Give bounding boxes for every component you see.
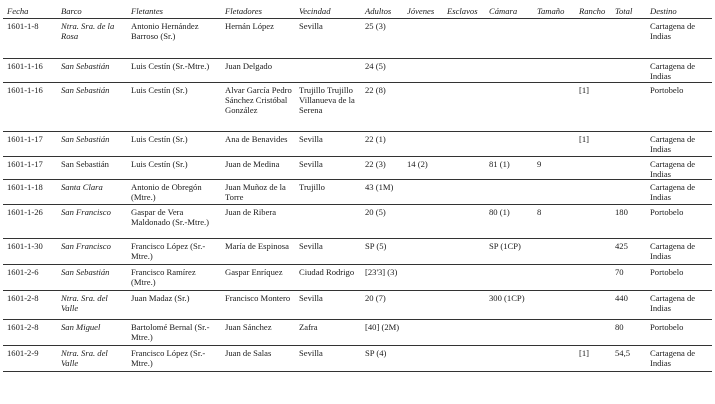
- cell-adultos: [40] (2M): [361, 320, 403, 346]
- cell-fecha: 1601-1-26: [3, 205, 57, 239]
- cell-tamano: [533, 59, 575, 83]
- cell-esclavos: [443, 265, 485, 291]
- cell-tamano: [533, 239, 575, 265]
- cell-jovenes: [403, 291, 443, 320]
- cell-jovenes: [403, 180, 443, 205]
- charter-table: [3, 3, 712, 372]
- cell-destino: Cartagena de Indias: [646, 157, 712, 180]
- cell-fletadores: María de Espinosa: [221, 239, 295, 265]
- cell-vecindad: Zafra: [295, 320, 361, 346]
- cell-fletantes: Francisco López (Sr.-Mtre.): [127, 346, 221, 372]
- cell-fletadores: Juan Delgado: [221, 59, 295, 83]
- cell-fletadores: Ana de Benavides: [221, 132, 295, 157]
- cell-camara: 300 (1CP): [485, 291, 533, 320]
- cell-rancho: [575, 291, 611, 320]
- cell-camara: [485, 265, 533, 291]
- cell-camara: [485, 59, 533, 83]
- cell-fletadores: Juan de Medina: [221, 157, 295, 180]
- table-row: [3, 180, 712, 205]
- cell-esclavos: [443, 239, 485, 265]
- cell-adultos: SP (4): [361, 346, 403, 372]
- cell-adultos: [23'3] (3): [361, 265, 403, 291]
- cell-total: [611, 59, 646, 83]
- cell-jovenes: [403, 59, 443, 83]
- cell-tamano: [533, 83, 575, 132]
- cell-fecha: 1601-1-30: [3, 239, 57, 265]
- cell-vecindad: Sevilla: [295, 19, 361, 59]
- cell-esclavos: [443, 346, 485, 372]
- cell-vecindad: Ciudad Rodrigo: [295, 265, 361, 291]
- cell-esclavos: [443, 83, 485, 132]
- cell-camara: [485, 346, 533, 372]
- cell-destino: Cartagena de Indias: [646, 180, 712, 205]
- table-row: [3, 205, 712, 239]
- cell-barco: Santa Clara: [57, 180, 127, 205]
- cell-rancho: [575, 19, 611, 59]
- cell-barco: San Sebastián: [57, 265, 127, 291]
- cell-fecha: 1601-1-16: [3, 59, 57, 83]
- cell-barco: Ntra. Sra. del Valle: [57, 346, 127, 372]
- cell-fletadores: Francisco Montero: [221, 291, 295, 320]
- cell-vecindad: Sevilla: [295, 291, 361, 320]
- col-header-fecha: Fecha: [3, 3, 57, 19]
- cell-vecindad: [295, 59, 361, 83]
- cell-vecindad: [295, 205, 361, 239]
- cell-destino: Portobelo: [646, 205, 712, 239]
- cell-adultos: 25 (3): [361, 19, 403, 59]
- cell-camara: [485, 83, 533, 132]
- cell-barco: San Miguel: [57, 320, 127, 346]
- col-header-fletadores: Fletadores: [221, 3, 295, 19]
- table-row: [3, 346, 712, 372]
- cell-camara: [485, 132, 533, 157]
- cell-vecindad: Sevilla: [295, 157, 361, 180]
- cell-adultos: 43 (1M): [361, 180, 403, 205]
- cell-vecindad: Trujillo Trujillo Villanueva de la Serena: [295, 83, 361, 132]
- cell-fletantes: Antonio de Obregón (Mtre.): [127, 180, 221, 205]
- cell-fletantes: Bartolomé Bernal (Sr.-Mtre.): [127, 320, 221, 346]
- cell-fecha: 1601-1-17: [3, 157, 57, 180]
- cell-adultos: 22 (1): [361, 132, 403, 157]
- col-header-fletantes: Fletantes: [127, 3, 221, 19]
- cell-fecha: 1601-2-8: [3, 291, 57, 320]
- cell-vecindad: Sevilla: [295, 346, 361, 372]
- cell-total: [611, 132, 646, 157]
- table-row: [3, 157, 712, 180]
- cell-total: [611, 157, 646, 180]
- cell-camara: [485, 19, 533, 59]
- cell-total: 425: [611, 239, 646, 265]
- cell-destino: Cartagena de Indias: [646, 291, 712, 320]
- col-header-adultos: Adultos: [361, 3, 403, 19]
- cell-esclavos: [443, 59, 485, 83]
- col-header-esclavos: Esclavos: [443, 3, 485, 19]
- cell-rancho: [575, 180, 611, 205]
- cell-tamano: [533, 180, 575, 205]
- cell-barco: San Sebastián: [57, 132, 127, 157]
- cell-esclavos: [443, 132, 485, 157]
- cell-total: 80: [611, 320, 646, 346]
- table-row: [3, 239, 712, 265]
- cell-fletantes: Gaspar de Vera Maldonado (Sr.-Mtre.): [127, 205, 221, 239]
- cell-camara: [485, 320, 533, 346]
- cell-tamano: [533, 291, 575, 320]
- cell-destino: Cartagena de Indias: [646, 346, 712, 372]
- cell-fletantes: Luis Cestín (Sr.): [127, 157, 221, 180]
- cell-fecha: 1601-1-18: [3, 180, 57, 205]
- cell-fletantes: Francisco López (Sr.-Mtre.): [127, 239, 221, 265]
- cell-jovenes: [403, 239, 443, 265]
- col-header-rancho: Rancho: [575, 3, 611, 19]
- cell-fletadores: Juan Muñoz de la Torre: [221, 180, 295, 205]
- cell-adultos: SP (5): [361, 239, 403, 265]
- cell-fletadores: Juan de Salas: [221, 346, 295, 372]
- cell-barco: Ntra. Sra. de la Rosa: [57, 19, 127, 59]
- cell-jovenes: [403, 346, 443, 372]
- cell-fecha: 1601-2-9: [3, 346, 57, 372]
- cell-rancho: [575, 59, 611, 83]
- cell-fletadores: Juan de Ribera: [221, 205, 295, 239]
- cell-fecha: 1601-2-8: [3, 320, 57, 346]
- cell-fletadores: Juan Sánchez: [221, 320, 295, 346]
- col-header-destino: Destino: [646, 3, 712, 19]
- cell-tamano: [533, 265, 575, 291]
- table-row: [3, 291, 712, 320]
- cell-fecha: 1601-1-16: [3, 83, 57, 132]
- col-header-camara: Cámara: [485, 3, 533, 19]
- cell-barco: San Sebastián: [57, 83, 127, 132]
- cell-jovenes: [403, 205, 443, 239]
- cell-tamano: 8: [533, 205, 575, 239]
- table-row: [3, 59, 712, 83]
- cell-rancho: [1]: [575, 346, 611, 372]
- col-header-barco: Barco: [57, 3, 127, 19]
- cell-barco: San Sebastián: [57, 59, 127, 83]
- col-header-jovenes: Jóvenes: [403, 3, 443, 19]
- cell-tamano: [533, 132, 575, 157]
- cell-vecindad: Sevilla: [295, 239, 361, 265]
- cell-fletantes: Francisco Ramírez (Mtre.): [127, 265, 221, 291]
- cell-total: [611, 180, 646, 205]
- cell-fletadores: Hernán López: [221, 19, 295, 59]
- cell-fletantes: Luis Cestín (Sr.-Mtre.): [127, 59, 221, 83]
- cell-rancho: [575, 320, 611, 346]
- cell-esclavos: [443, 19, 485, 59]
- cell-rancho: [575, 205, 611, 239]
- cell-tamano: 9: [533, 157, 575, 180]
- cell-vecindad: Trujillo: [295, 180, 361, 205]
- cell-fecha: 1601-1-17: [3, 132, 57, 157]
- table-row: [3, 132, 712, 157]
- cell-total: 440: [611, 291, 646, 320]
- table-row: [3, 83, 712, 132]
- cell-fecha: 1601-2-6: [3, 265, 57, 291]
- cell-total: [611, 19, 646, 59]
- cell-rancho: [575, 265, 611, 291]
- cell-tamano: [533, 346, 575, 372]
- cell-rancho: [1]: [575, 132, 611, 157]
- cell-camara: SP (1CP): [485, 239, 533, 265]
- cell-total: 54,5: [611, 346, 646, 372]
- cell-destino: Portobelo: [646, 265, 712, 291]
- cell-camara: 81 (1): [485, 157, 533, 180]
- cell-fletantes: Luis Cestín (Sr.): [127, 83, 221, 132]
- cell-jovenes: [403, 83, 443, 132]
- cell-barco: San Francisco: [57, 239, 127, 265]
- cell-camara: [485, 180, 533, 205]
- cell-adultos: 22 (3): [361, 157, 403, 180]
- cell-esclavos: [443, 320, 485, 346]
- cell-esclavos: [443, 180, 485, 205]
- table-row: [3, 265, 712, 291]
- cell-jovenes: 14 (2): [403, 157, 443, 180]
- cell-destino: Portobelo: [646, 83, 712, 132]
- cell-rancho: [1]: [575, 83, 611, 132]
- cell-total: 70: [611, 265, 646, 291]
- cell-destino: Portobelo: [646, 320, 712, 346]
- cell-adultos: 24 (5): [361, 59, 403, 83]
- table-body: [3, 19, 712, 372]
- cell-barco: Ntra. Sra. del Valle: [57, 291, 127, 320]
- cell-rancho: [575, 157, 611, 180]
- cell-rancho: [575, 239, 611, 265]
- cell-adultos: 22 (8): [361, 83, 403, 132]
- cell-jovenes: [403, 320, 443, 346]
- cell-total: [611, 83, 646, 132]
- cell-barco: San Sebastián: [57, 157, 127, 180]
- col-header-total: Total: [611, 3, 646, 19]
- table-row: [3, 19, 712, 59]
- cell-esclavos: [443, 157, 485, 180]
- col-header-tamano: Tamaño: [533, 3, 575, 19]
- cell-tamano: [533, 320, 575, 346]
- cell-adultos: 20 (7): [361, 291, 403, 320]
- cell-tamano: [533, 19, 575, 59]
- cell-barco: San Francisco: [57, 205, 127, 239]
- cell-fletantes: Antonio Hernández Barroso (Sr.): [127, 19, 221, 59]
- cell-fletantes: Juan Madaz (Sr.): [127, 291, 221, 320]
- cell-fecha: 1601-1-8: [3, 19, 57, 59]
- cell-total: 180: [611, 205, 646, 239]
- cell-camara: 80 (1): [485, 205, 533, 239]
- cell-esclavos: [443, 205, 485, 239]
- cell-destino: Cartagena de Indias: [646, 59, 712, 83]
- cell-fletadores: Gaspar Enríquez: [221, 265, 295, 291]
- cell-destino: Cartagena de Indias: [646, 19, 712, 59]
- col-header-vecindad: Vecindad: [295, 3, 361, 19]
- header-row: [3, 3, 712, 19]
- cell-fletantes: Luis Cestín (Sr.): [127, 132, 221, 157]
- cell-adultos: 20 (5): [361, 205, 403, 239]
- cell-vecindad: Sevilla: [295, 132, 361, 157]
- table-row: [3, 320, 712, 346]
- cell-esclavos: [443, 291, 485, 320]
- cell-destino: Cartagena de Indias: [646, 132, 712, 157]
- cell-fletadores: Alvar García Pedro Sánchez Cristóbal González: [221, 83, 295, 132]
- cell-jovenes: [403, 265, 443, 291]
- cell-jovenes: [403, 19, 443, 59]
- cell-jovenes: [403, 132, 443, 157]
- cell-destino: Cartagena de Indias: [646, 239, 712, 265]
